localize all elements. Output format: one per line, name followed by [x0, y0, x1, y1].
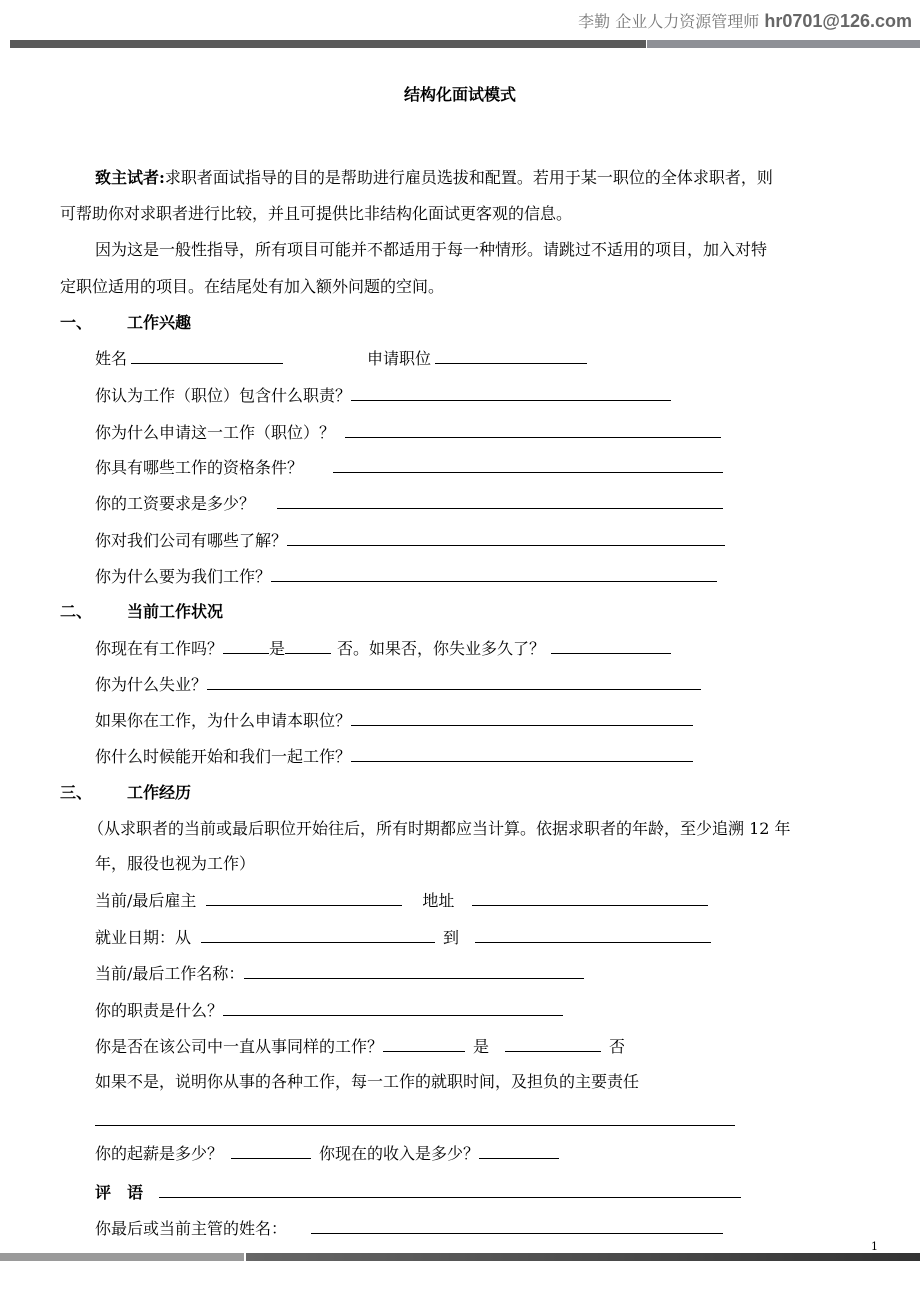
label: 是 — [473, 1037, 490, 1056]
label: 就业日期：从 — [95, 928, 192, 947]
question: 你的职责是什么？ — [95, 1001, 224, 1020]
answer-field[interactable] — [277, 493, 723, 509]
answer-field[interactable] — [95, 1110, 735, 1126]
intro-text: 可帮助你对求职者进行比较，并且可提供比非结构化面试更客观的信息。 — [60, 204, 573, 223]
answer-field[interactable] — [287, 530, 725, 546]
header-author: 李勤 企业人力资源管理师 — [578, 12, 760, 31]
answer-field[interactable] — [333, 457, 723, 473]
start-salary-field[interactable] — [231, 1143, 311, 1159]
intro-text: 求职者面试指导的目的是帮助进行雇员选拔和配置。若用于某一职位的全体求职者，则 — [164, 168, 773, 187]
label: 当前/最后工作名称： — [95, 964, 245, 983]
question: 你是否在该公司中一直从事同样的工作？ — [95, 1037, 384, 1056]
intro-label: 致主试者: — [95, 168, 165, 187]
page-header — [578, 9, 912, 32]
label: 是 — [269, 639, 286, 658]
question: 你对我们公司有哪些了解？ — [95, 531, 288, 550]
note: （从求职者的当前或最后职位开始往后，所有时期都应当计算。依据求职者的年龄，至少追溯 12 年 — [88, 819, 791, 838]
label: 当前/最后雇主 — [95, 891, 197, 910]
answer-field[interactable] — [345, 422, 721, 438]
current-salary-field[interactable] — [479, 1143, 559, 1159]
question: 你具有哪些工作的资格条件？ — [95, 458, 304, 477]
yes-field[interactable] — [383, 1036, 465, 1052]
answer-field[interactable] — [351, 385, 671, 401]
date-from-field[interactable] — [201, 927, 435, 943]
supervisor-field[interactable] — [311, 1218, 723, 1234]
answer-field[interactable] — [351, 746, 693, 762]
answer-field[interactable] — [351, 710, 693, 726]
label: 地址 — [422, 891, 455, 910]
label: 申请职位 — [367, 349, 432, 368]
question: 你认为工作（职位）包含什么职责？ — [95, 386, 352, 405]
label: 到 — [443, 928, 460, 947]
question: 你为什么要为我们工作？ — [95, 567, 272, 586]
header-bar-dark — [10, 40, 646, 48]
header-bar-light — [647, 40, 920, 48]
name-field[interactable] — [131, 348, 283, 364]
label: 评 语 — [95, 1183, 144, 1202]
question: 你为什么失业？ — [95, 675, 208, 694]
note: 年，服役也视为工作） — [95, 854, 256, 873]
section-1-heading: 一、 工作兴趣 — [60, 313, 192, 332]
page-number: 1 — [871, 1240, 878, 1253]
answer-field[interactable] — [551, 638, 671, 654]
question: 如果你在工作，为什么申请本职位？ — [95, 711, 352, 730]
answer-field[interactable] — [223, 1000, 563, 1016]
footer-bar-light — [0, 1253, 244, 1261]
intro-text: 因为这是一般性指导，所有项目可能并不都适用于每一种情形。请跳过不适用的项目，加入对特 — [95, 240, 768, 259]
intro-text: 定职位适用的项目。在结尾处有加入额外问题的空间。 — [60, 277, 445, 296]
section-3-heading: 三、 工作经历 — [60, 783, 192, 802]
question: 你现在的收入是多少？ — [319, 1144, 480, 1163]
position-field[interactable] — [435, 348, 587, 364]
question: 你现在有工作吗？ — [95, 639, 224, 658]
question: 如果不是，说明你从事的各种工作，每一工作的就职时间，及担负的主要责任 — [95, 1072, 640, 1091]
section-2-heading: 二、 当前工作状况 — [60, 602, 224, 621]
question: 你为什么申请这一工作（职位）？ — [95, 423, 336, 442]
question: 你的起薪是多少？ — [95, 1144, 224, 1163]
label: 否 — [609, 1037, 626, 1056]
comment-field[interactable] — [159, 1182, 741, 1198]
date-to-field[interactable] — [475, 927, 711, 943]
question: 你的工资要求是多少？ — [95, 494, 256, 513]
address-field[interactable] — [472, 890, 708, 906]
no-field[interactable] — [505, 1036, 601, 1052]
question: 你什么时候能开始和我们一起工作？ — [95, 747, 352, 766]
yes-field[interactable] — [223, 638, 269, 654]
answer-field[interactable] — [271, 566, 717, 582]
header-email: hr0701@126.com — [764, 11, 912, 31]
question: 你最后或当前主管的姓名： — [95, 1219, 288, 1238]
question: 否。如果否，你失业多久了？ — [337, 639, 546, 658]
employer-field[interactable] — [206, 890, 402, 906]
label: 姓名 — [95, 349, 128, 368]
job-name-field[interactable] — [244, 963, 584, 979]
footer-bar-dark — [246, 1253, 920, 1261]
answer-field[interactable] — [207, 674, 701, 690]
no-field[interactable] — [285, 638, 331, 654]
page-title: 结构化面试模式 — [403, 85, 516, 104]
